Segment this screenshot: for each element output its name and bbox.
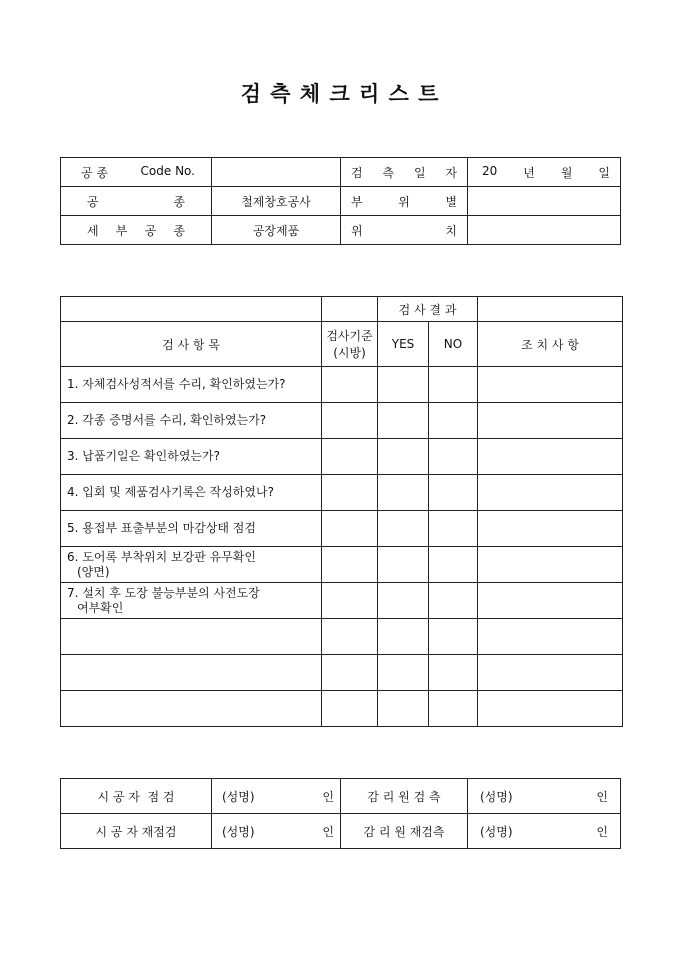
- standard-cell[interactable]: [322, 547, 378, 583]
- table-row: [61, 691, 623, 727]
- no-cell[interactable]: [429, 691, 478, 727]
- info-row-2: [61, 187, 621, 216]
- seal-mark: 인: [596, 824, 608, 839]
- result-group-header: 검 사 결 과: [378, 297, 478, 322]
- action-header: 조 치 사 항: [478, 322, 623, 367]
- supervisor-inspect-name-field[interactable]: (성명) 인: [468, 779, 621, 814]
- contractor-check-name-field[interactable]: (성명) 인: [212, 779, 341, 814]
- no-cell[interactable]: [429, 367, 478, 403]
- page-title: 검 측 체 크 리 스 트: [240, 81, 440, 106]
- table-row: [61, 583, 623, 619]
- signature-row-1: [61, 779, 621, 814]
- table-row: [61, 619, 623, 655]
- location-label: 위 치: [341, 216, 468, 245]
- check-item-1: 1. 자체검사성적서를 수리, 확인하였는가?: [61, 367, 322, 403]
- code-no-value[interactable]: [212, 158, 341, 187]
- part-value[interactable]: [468, 187, 621, 216]
- empty-item-cell[interactable]: [61, 655, 322, 691]
- date-month-unit: 월: [560, 165, 573, 180]
- seal-mark: 인: [596, 789, 608, 804]
- standard-cell[interactable]: [322, 583, 378, 619]
- yes-cell[interactable]: [378, 655, 429, 691]
- table-row: [61, 547, 623, 583]
- supervisor-inspect-label: 감 리 원 검 측: [341, 779, 468, 814]
- action-cell[interactable]: [478, 691, 623, 727]
- yes-cell[interactable]: [378, 439, 429, 475]
- table-row: [61, 403, 623, 439]
- work-type-code-label: [61, 158, 212, 187]
- standard-header: 검사기준 (시방): [322, 322, 378, 367]
- code-no-label: Code No.: [140, 163, 195, 178]
- no-header: NO: [429, 322, 478, 367]
- work-type-value: 철제창호공사: [212, 187, 341, 216]
- check-item-2: 2. 각종 증명서를 수리, 확인하였는가?: [61, 403, 322, 439]
- standard-cell[interactable]: [322, 655, 378, 691]
- standard-cell[interactable]: [322, 691, 378, 727]
- contractor-check-label: 시 공 자 점 검: [61, 779, 212, 814]
- check-item-5: 5. 용접부 표출부분의 마감상태 점검: [61, 511, 322, 547]
- table-row: [61, 439, 623, 475]
- yes-cell[interactable]: [378, 403, 429, 439]
- no-cell[interactable]: [429, 547, 478, 583]
- action-cell[interactable]: [478, 439, 623, 475]
- detail-work-type-label: 세 부 공 종: [61, 216, 212, 245]
- table-row: [61, 655, 623, 691]
- no-cell[interactable]: [429, 439, 478, 475]
- yes-cell[interactable]: [378, 475, 429, 511]
- check-item-7: 7. 설치 후 도장 불능부분의 사전도장 여부확인: [61, 583, 322, 619]
- checklist-table: [60, 296, 623, 727]
- contractor-recheck-name-field[interactable]: (성명) 인: [212, 814, 341, 849]
- standard-cell[interactable]: [322, 619, 378, 655]
- seal-mark: 인: [322, 824, 334, 839]
- supervisor-reinspect-name-field[interactable]: (성명) 인: [468, 814, 621, 849]
- signature-table: [60, 778, 621, 849]
- action-cell[interactable]: [478, 655, 623, 691]
- standard-cell[interactable]: [322, 511, 378, 547]
- table-row: [61, 511, 623, 547]
- empty-item-cell[interactable]: [61, 619, 322, 655]
- date-year-unit: 년: [523, 165, 535, 180]
- location-value[interactable]: [468, 216, 621, 245]
- no-cell[interactable]: [429, 619, 478, 655]
- empty-item-cell[interactable]: [61, 691, 322, 727]
- work-type-label-2: 공 종: [61, 187, 212, 216]
- yes-cell[interactable]: [378, 367, 429, 403]
- standard-cell[interactable]: [322, 403, 378, 439]
- inspection-date-value[interactable]: [468, 158, 621, 187]
- action-cell[interactable]: [478, 403, 623, 439]
- standard-cell[interactable]: [322, 439, 378, 475]
- inspection-date-label: 검 측 일 자: [341, 158, 468, 187]
- info-row-3: [61, 216, 621, 245]
- yes-cell[interactable]: [378, 511, 429, 547]
- action-cell[interactable]: [478, 583, 623, 619]
- no-cell[interactable]: [429, 655, 478, 691]
- yes-cell[interactable]: [378, 619, 429, 655]
- header-row: [61, 322, 623, 367]
- yes-cell[interactable]: [378, 691, 429, 727]
- result-group-row: [61, 297, 623, 322]
- yes-cell[interactable]: [378, 547, 429, 583]
- action-cell[interactable]: [478, 367, 623, 403]
- no-cell[interactable]: [429, 403, 478, 439]
- check-item-4: 4. 입회 및 제품검사기록은 작성하였나?: [61, 475, 322, 511]
- info-table: [60, 157, 621, 245]
- supervisor-reinspect-label: 감 리 원 재검측: [341, 814, 468, 849]
- table-row: [61, 475, 623, 511]
- standard-cell[interactable]: [322, 475, 378, 511]
- part-label: 부 위 별: [341, 187, 468, 216]
- no-cell[interactable]: [429, 475, 478, 511]
- date-day-unit: 일: [598, 165, 610, 180]
- yes-cell[interactable]: [378, 583, 429, 619]
- info-row-1: [61, 158, 621, 187]
- yes-header: YES: [378, 322, 429, 367]
- signature-row-2: [61, 814, 621, 849]
- action-cell[interactable]: [478, 619, 623, 655]
- contractor-recheck-label: 시 공 자 재점검: [61, 814, 212, 849]
- work-type-label: 공 종: [81, 165, 108, 180]
- seal-mark: 인: [322, 789, 334, 804]
- check-item-3: 3. 납품기일은 확인하였는가?: [61, 439, 322, 475]
- table-row: [61, 367, 623, 403]
- no-cell[interactable]: [429, 583, 478, 619]
- item-header: 검 사 항 목: [61, 322, 322, 367]
- action-cell[interactable]: [478, 547, 623, 583]
- check-item-6: 6. 도어록 부착위치 보강판 유무확인 (양면): [61, 547, 322, 583]
- action-cell[interactable]: [478, 511, 623, 547]
- detail-work-type-value: 공장제품: [212, 216, 341, 245]
- date-year: 20: [482, 163, 498, 178]
- no-cell[interactable]: [429, 511, 478, 547]
- standard-cell[interactable]: [322, 367, 378, 403]
- action-cell[interactable]: [478, 475, 623, 511]
